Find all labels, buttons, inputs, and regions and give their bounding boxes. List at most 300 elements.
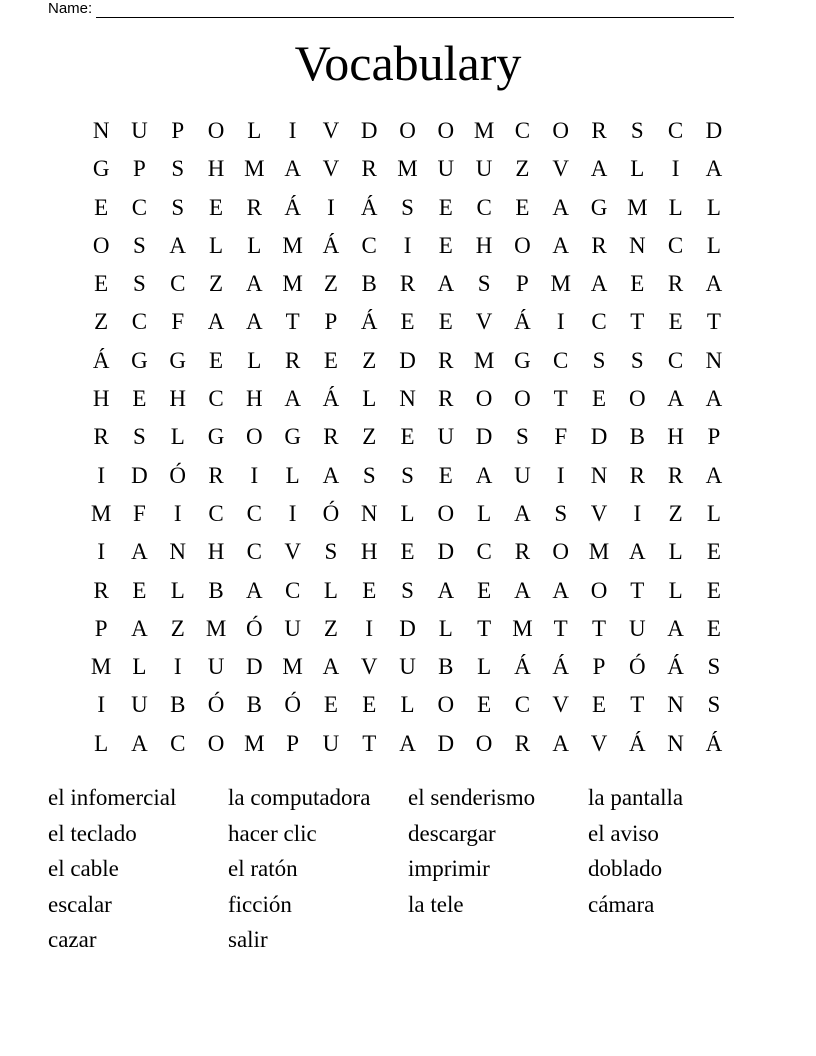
grid-letter: Ó: [246, 615, 263, 641]
grid-letter: V: [360, 654, 378, 680]
grid-letter: L: [706, 500, 721, 526]
grid-letter: E: [209, 194, 224, 220]
grid-letter: T: [706, 309, 721, 335]
word-search-grid: [82, 112, 733, 763]
grid-letter: C: [591, 309, 607, 335]
word-bank-item: el ratón: [228, 856, 298, 881]
grid-letter: U: [399, 654, 416, 680]
grid-letter: R: [246, 194, 262, 220]
grid-letter: M: [244, 730, 265, 756]
grid-letter: O: [514, 386, 531, 412]
grid-letter: D: [590, 424, 608, 450]
grid-letter: M: [627, 194, 648, 220]
grid-letter: E: [132, 386, 147, 412]
grid-letter: M: [90, 654, 112, 680]
grid-letter: E: [477, 577, 492, 603]
grid-letter: S: [401, 194, 414, 220]
grid-letter: N: [92, 118, 110, 143]
grid-letter: T: [553, 615, 568, 641]
grid-letter: L: [209, 232, 224, 258]
grid-letter: P: [94, 615, 108, 641]
grid-letter: T: [362, 730, 377, 756]
grid-letter: O: [207, 730, 225, 756]
grid-letter: C: [514, 692, 531, 718]
grid-letter: B: [361, 271, 377, 297]
grid-letter: E: [591, 692, 607, 718]
grid-letter: S: [516, 424, 529, 450]
grid-letter: U: [284, 615, 301, 641]
grid-letter: L: [170, 424, 185, 450]
grid-letter: B: [438, 654, 454, 680]
grid-letter: E: [438, 462, 453, 488]
grid-letter: S: [324, 539, 338, 565]
grid-letter: D: [399, 347, 416, 373]
grid-letter: R: [93, 577, 109, 603]
grid-letter: H: [475, 232, 493, 258]
grid-letter: Ó: [628, 654, 646, 680]
grid-letter: A: [667, 615, 684, 641]
grid-letter: O: [92, 232, 110, 258]
grid-letter: A: [552, 194, 570, 220]
grid-letter: P: [324, 309, 338, 335]
grid-letter: B: [208, 577, 224, 603]
grid-letter: S: [133, 271, 146, 297]
grid-letter: C: [667, 232, 684, 258]
grid-letter: A: [552, 730, 570, 756]
grid-letter: D: [475, 424, 493, 450]
grid-letter: M: [282, 271, 303, 297]
grid-letter: Á: [322, 232, 340, 258]
grid-letter: E: [362, 692, 377, 718]
word-bank-item: el teclado: [48, 820, 137, 846]
word-bank-item: cámara: [588, 891, 655, 917]
grid-letter: E: [477, 692, 492, 718]
grid-letter: I: [97, 692, 105, 718]
name-label: Name:: [48, 0, 93, 17]
grid-letter: E: [668, 309, 683, 335]
grid-letter: L: [362, 386, 377, 412]
word-bank-item: el cable: [48, 856, 119, 881]
word-bank-item: doblado: [588, 856, 663, 881]
grid-letter: C: [131, 194, 148, 220]
grid-letter: B: [629, 424, 645, 450]
grid-letter: A: [399, 730, 416, 756]
grid-letter: I: [288, 118, 297, 143]
grid-letter: A: [131, 730, 148, 756]
grid-letter: U: [437, 424, 455, 450]
grid-letter: C: [667, 118, 684, 143]
grid-letter: S: [133, 424, 146, 450]
grid-letter: S: [362, 462, 376, 488]
grid-letter: S: [630, 347, 644, 373]
grid-letter: C: [361, 232, 377, 258]
grid-letter: U: [475, 156, 493, 182]
grid-letter: L: [630, 156, 645, 182]
grid-letter: Á: [667, 654, 684, 680]
grid-letter: H: [360, 539, 378, 565]
grid-letter: R: [667, 462, 684, 488]
grid-letter: O: [246, 424, 263, 450]
grid-letter: Z: [668, 500, 683, 526]
grid-letter: E: [438, 232, 453, 258]
grid-letter: P: [286, 730, 300, 756]
grid-letter: L: [400, 500, 415, 526]
grid-letter: L: [477, 500, 492, 526]
grid-letter: A: [667, 386, 684, 412]
grid-letter: L: [400, 692, 415, 718]
grid-letter: M: [512, 615, 533, 641]
grid-letter: G: [169, 347, 187, 373]
grid-letter: O: [552, 118, 570, 143]
grid-letter: Ó: [322, 500, 340, 526]
word-bank-item: la pantalla: [588, 785, 684, 810]
grid-letter: P: [171, 118, 185, 143]
grid-letter: E: [400, 309, 415, 335]
grid-letter: T: [477, 615, 492, 641]
grid-letter: Z: [362, 424, 377, 450]
grid-letter: C: [246, 539, 262, 565]
grid-letter: L: [323, 577, 338, 603]
grid-letter: R: [591, 118, 607, 143]
grid-letter: S: [707, 654, 721, 680]
word-bank-item: el infomercial: [48, 785, 177, 810]
grid-letter: B: [246, 692, 262, 718]
grid-letter: A: [322, 462, 340, 488]
grid-letter: E: [630, 271, 645, 297]
grid-letter: V: [590, 500, 608, 526]
word-bank-item: ficción: [228, 891, 292, 917]
grid-letter: I: [173, 654, 182, 680]
grid-letter: T: [591, 615, 607, 641]
grid-letter: N: [667, 692, 684, 718]
grid-letter: S: [401, 462, 414, 488]
grid-letter: V: [322, 118, 340, 143]
grid-letter: U: [514, 462, 531, 488]
grid-letter: S: [707, 692, 721, 718]
grid-letter: V: [552, 156, 570, 182]
grid-letter: L: [668, 577, 683, 603]
grid-letter: L: [94, 730, 109, 756]
grid-letter: D: [131, 462, 148, 488]
word-bank-item: cazar: [48, 927, 97, 952]
grid-letter: D: [246, 654, 263, 680]
grid-letter: L: [438, 615, 453, 641]
word-bank-item: descargar: [408, 820, 496, 846]
grid-letter: P: [133, 156, 146, 182]
grid-letter: F: [171, 309, 185, 335]
grid-letter: I: [97, 462, 105, 488]
grid-letter: C: [131, 309, 148, 335]
grid-letter: M: [282, 654, 303, 680]
word-bank-item: el senderismo: [408, 785, 536, 810]
grid-letter: I: [365, 615, 374, 641]
grid-letter: U: [131, 692, 148, 718]
grid-letter: G: [514, 347, 531, 373]
grid-letter: C: [514, 118, 531, 143]
grid-letter: R: [208, 462, 224, 488]
grid-letter: O: [399, 118, 416, 143]
grid-letter: A: [590, 156, 608, 182]
grid-letter: A: [322, 654, 340, 680]
grid-letter: N: [590, 462, 608, 488]
grid-letter: V: [322, 156, 340, 182]
grid-letter: E: [515, 194, 530, 220]
grid-letter: R: [514, 539, 531, 565]
grid-letter: Á: [514, 654, 531, 680]
grid-letter: R: [667, 271, 684, 297]
grid-letter: E: [706, 577, 721, 603]
grid-letter: I: [97, 539, 105, 565]
grid-letter: A: [246, 577, 263, 603]
grid-letter: C: [667, 347, 684, 373]
grid-letter: R: [438, 347, 454, 373]
name-underline[interactable]: [96, 3, 734, 18]
grid-letter: O: [590, 577, 608, 603]
grid-letter: R: [438, 386, 454, 412]
grid-letter: I: [250, 462, 259, 488]
grid-letter: R: [284, 347, 301, 373]
grid-letter: E: [94, 194, 109, 220]
grid-letter: Z: [323, 615, 338, 641]
grid-letter: M: [473, 347, 495, 373]
grid-letter: S: [554, 500, 568, 526]
grid-letter: A: [246, 271, 263, 297]
grid-letter: C: [170, 271, 186, 297]
grid-letter: R: [514, 730, 531, 756]
grid-letter: N: [705, 347, 723, 373]
grid-letter: E: [438, 194, 453, 220]
grid-letter: O: [437, 500, 455, 526]
grid-letter: H: [207, 156, 225, 182]
word-bank-item: salir: [228, 927, 268, 952]
grid-letter: A: [284, 156, 301, 182]
grid-letter: D: [399, 615, 416, 641]
grid-letter: A: [131, 539, 148, 565]
grid-letter: B: [170, 692, 186, 718]
grid-letter: U: [131, 118, 148, 143]
grid-letter: T: [630, 577, 645, 603]
grid-letter: A: [131, 615, 148, 641]
grid-letter: S: [171, 156, 185, 182]
grid-letter: A: [705, 271, 723, 297]
grid-letter: Ó: [169, 462, 187, 488]
word-bank-item: escalar: [48, 891, 112, 917]
grid-letter: E: [591, 386, 607, 412]
grid-letter: L: [668, 194, 683, 220]
grid-letter: N: [360, 500, 378, 526]
grid-letter: R: [361, 156, 377, 182]
grid-letter: V: [284, 539, 301, 565]
grid-letter: S: [401, 577, 414, 603]
grid-letter: S: [477, 271, 491, 297]
grid-letter: L: [132, 654, 147, 680]
grid-letter: C: [246, 500, 262, 526]
grid-letter: S: [133, 232, 146, 258]
grid-letter: L: [247, 347, 262, 373]
grid-letter: G: [590, 194, 608, 220]
grid-letter: E: [706, 615, 721, 641]
grid-letter: C: [208, 386, 224, 412]
grid-letter: I: [288, 500, 297, 526]
grid-letter: P: [516, 271, 529, 297]
grid-letter: D: [705, 118, 723, 143]
grid-letter: R: [323, 424, 339, 450]
grid-letter: Á: [360, 309, 378, 335]
grid-letter: F: [133, 500, 146, 526]
grid-letter: P: [707, 424, 721, 450]
grid-letter: U: [437, 156, 455, 182]
grid-letter: A: [475, 462, 493, 488]
grid-letter: N: [667, 730, 684, 756]
grid-letter: Á: [628, 730, 646, 756]
grid-letter: E: [209, 347, 224, 373]
grid-letter: L: [247, 232, 262, 258]
grid-letter: G: [207, 424, 225, 450]
page-title: Vocabulary: [294, 35, 522, 91]
grid-letter: V: [475, 309, 493, 335]
grid-letter: V: [590, 730, 608, 756]
word-bank-item: imprimir: [408, 856, 490, 881]
grid-letter: O: [514, 232, 531, 258]
grid-letter: A: [246, 309, 263, 335]
grid-letter: O: [475, 730, 493, 756]
grid-letter: I: [556, 309, 565, 335]
grid-letter: Z: [362, 347, 377, 373]
grid-letter: T: [630, 309, 645, 335]
grid-letter: A: [590, 271, 608, 297]
grid-letter: I: [403, 232, 412, 258]
grid-letter: C: [553, 347, 569, 373]
grid-letter: E: [400, 424, 415, 450]
grid-letter: Á: [705, 730, 723, 756]
grid-letter: D: [360, 118, 378, 143]
grid-letter: U: [322, 730, 340, 756]
grid-letter: C: [284, 577, 301, 603]
grid-letter: E: [362, 577, 377, 603]
word-bank: [48, 780, 768, 958]
grid-letter: O: [475, 386, 493, 412]
grid-letter: A: [705, 386, 723, 412]
grid-letter: Á: [360, 194, 378, 220]
grid-letter: L: [285, 462, 300, 488]
grid-letter: A: [437, 271, 455, 297]
grid-letter: M: [588, 539, 610, 565]
grid-letter: C: [476, 194, 492, 220]
grid-letter: L: [477, 654, 492, 680]
grid-letter: V: [552, 692, 570, 718]
grid-letter: A: [514, 577, 531, 603]
grid-letter: C: [170, 730, 186, 756]
grid-letter: M: [90, 500, 112, 526]
word-bank-item: hacer clic: [228, 820, 317, 846]
grid-letter: I: [173, 500, 182, 526]
grid-letter: N: [399, 386, 416, 412]
grid-letter: M: [550, 271, 571, 297]
grid-letter: L: [668, 539, 683, 565]
grid-letter: E: [132, 577, 147, 603]
grid-letter: S: [592, 347, 606, 373]
grid-letter: E: [94, 271, 109, 297]
grid-letter: A: [514, 500, 531, 526]
grid-letter: A: [705, 156, 723, 182]
grid-letter: M: [282, 232, 303, 258]
grid-letter: F: [554, 424, 568, 450]
grid-letter: Á: [92, 347, 110, 373]
grid-letter: S: [630, 118, 644, 143]
grid-letter: A: [437, 577, 455, 603]
grid-letter: M: [473, 118, 495, 143]
grid-letter: H: [169, 386, 187, 412]
grid-letter: G: [131, 347, 148, 373]
name-field[interactable]: [48, 0, 734, 18]
grid-letter: Z: [515, 156, 530, 182]
grid-letter: E: [323, 347, 338, 373]
grid-letter: M: [397, 156, 418, 182]
grid-letter: T: [285, 309, 300, 335]
grid-letter: O: [207, 118, 225, 143]
grid-letter: A: [628, 539, 646, 565]
grid-letter: G: [284, 424, 301, 450]
grid-letter: I: [671, 156, 680, 182]
word-bank-item: la tele: [408, 891, 464, 917]
grid-letter: Á: [284, 194, 301, 220]
grid-letter: D: [437, 539, 455, 565]
grid-letter: A: [705, 462, 723, 488]
grid-letter: S: [171, 194, 185, 220]
grid-letter: L: [706, 232, 721, 258]
grid-letter: E: [323, 692, 338, 718]
grid-letter: N: [169, 539, 187, 565]
grid-letter: Z: [323, 271, 338, 297]
grid-letter: O: [437, 692, 455, 718]
grid-letter: I: [556, 462, 565, 488]
grid-letter: C: [208, 500, 224, 526]
grid-letter: D: [437, 730, 455, 756]
grid-letter: L: [247, 118, 262, 143]
grid-letter: M: [244, 156, 265, 182]
grid-letter: E: [706, 539, 721, 565]
grid-letter: M: [205, 615, 227, 641]
grid-letter: Á: [552, 654, 570, 680]
grid-letter: E: [438, 309, 453, 335]
grid-letter: T: [630, 692, 645, 718]
grid-letter: O: [552, 539, 570, 565]
grid-letter: E: [400, 539, 415, 565]
grid-letter: Á: [514, 309, 531, 335]
grid-letter: T: [553, 386, 568, 412]
grid-letter: Z: [170, 615, 185, 641]
grid-letter: Ó: [207, 692, 225, 718]
grid-letter: R: [93, 424, 109, 450]
grid-letter: R: [591, 232, 607, 258]
grid-letter: U: [628, 615, 646, 641]
grid-letter: I: [633, 500, 642, 526]
word-bank-item: el aviso: [588, 820, 659, 846]
grid-letter: R: [399, 271, 416, 297]
grid-letter: L: [706, 194, 721, 220]
grid-letter: Z: [94, 309, 109, 335]
grid-letter: Á: [322, 386, 340, 412]
grid-letter: G: [92, 156, 110, 182]
grid-letter: A: [552, 232, 570, 258]
grid-letter: A: [284, 386, 301, 412]
grid-letter: C: [476, 539, 492, 565]
grid-letter: R: [629, 462, 645, 488]
grid-letter: Ó: [284, 692, 301, 718]
grid-letter: I: [327, 194, 335, 220]
grid-letter: A: [207, 309, 225, 335]
grid-letter: H: [246, 386, 263, 412]
